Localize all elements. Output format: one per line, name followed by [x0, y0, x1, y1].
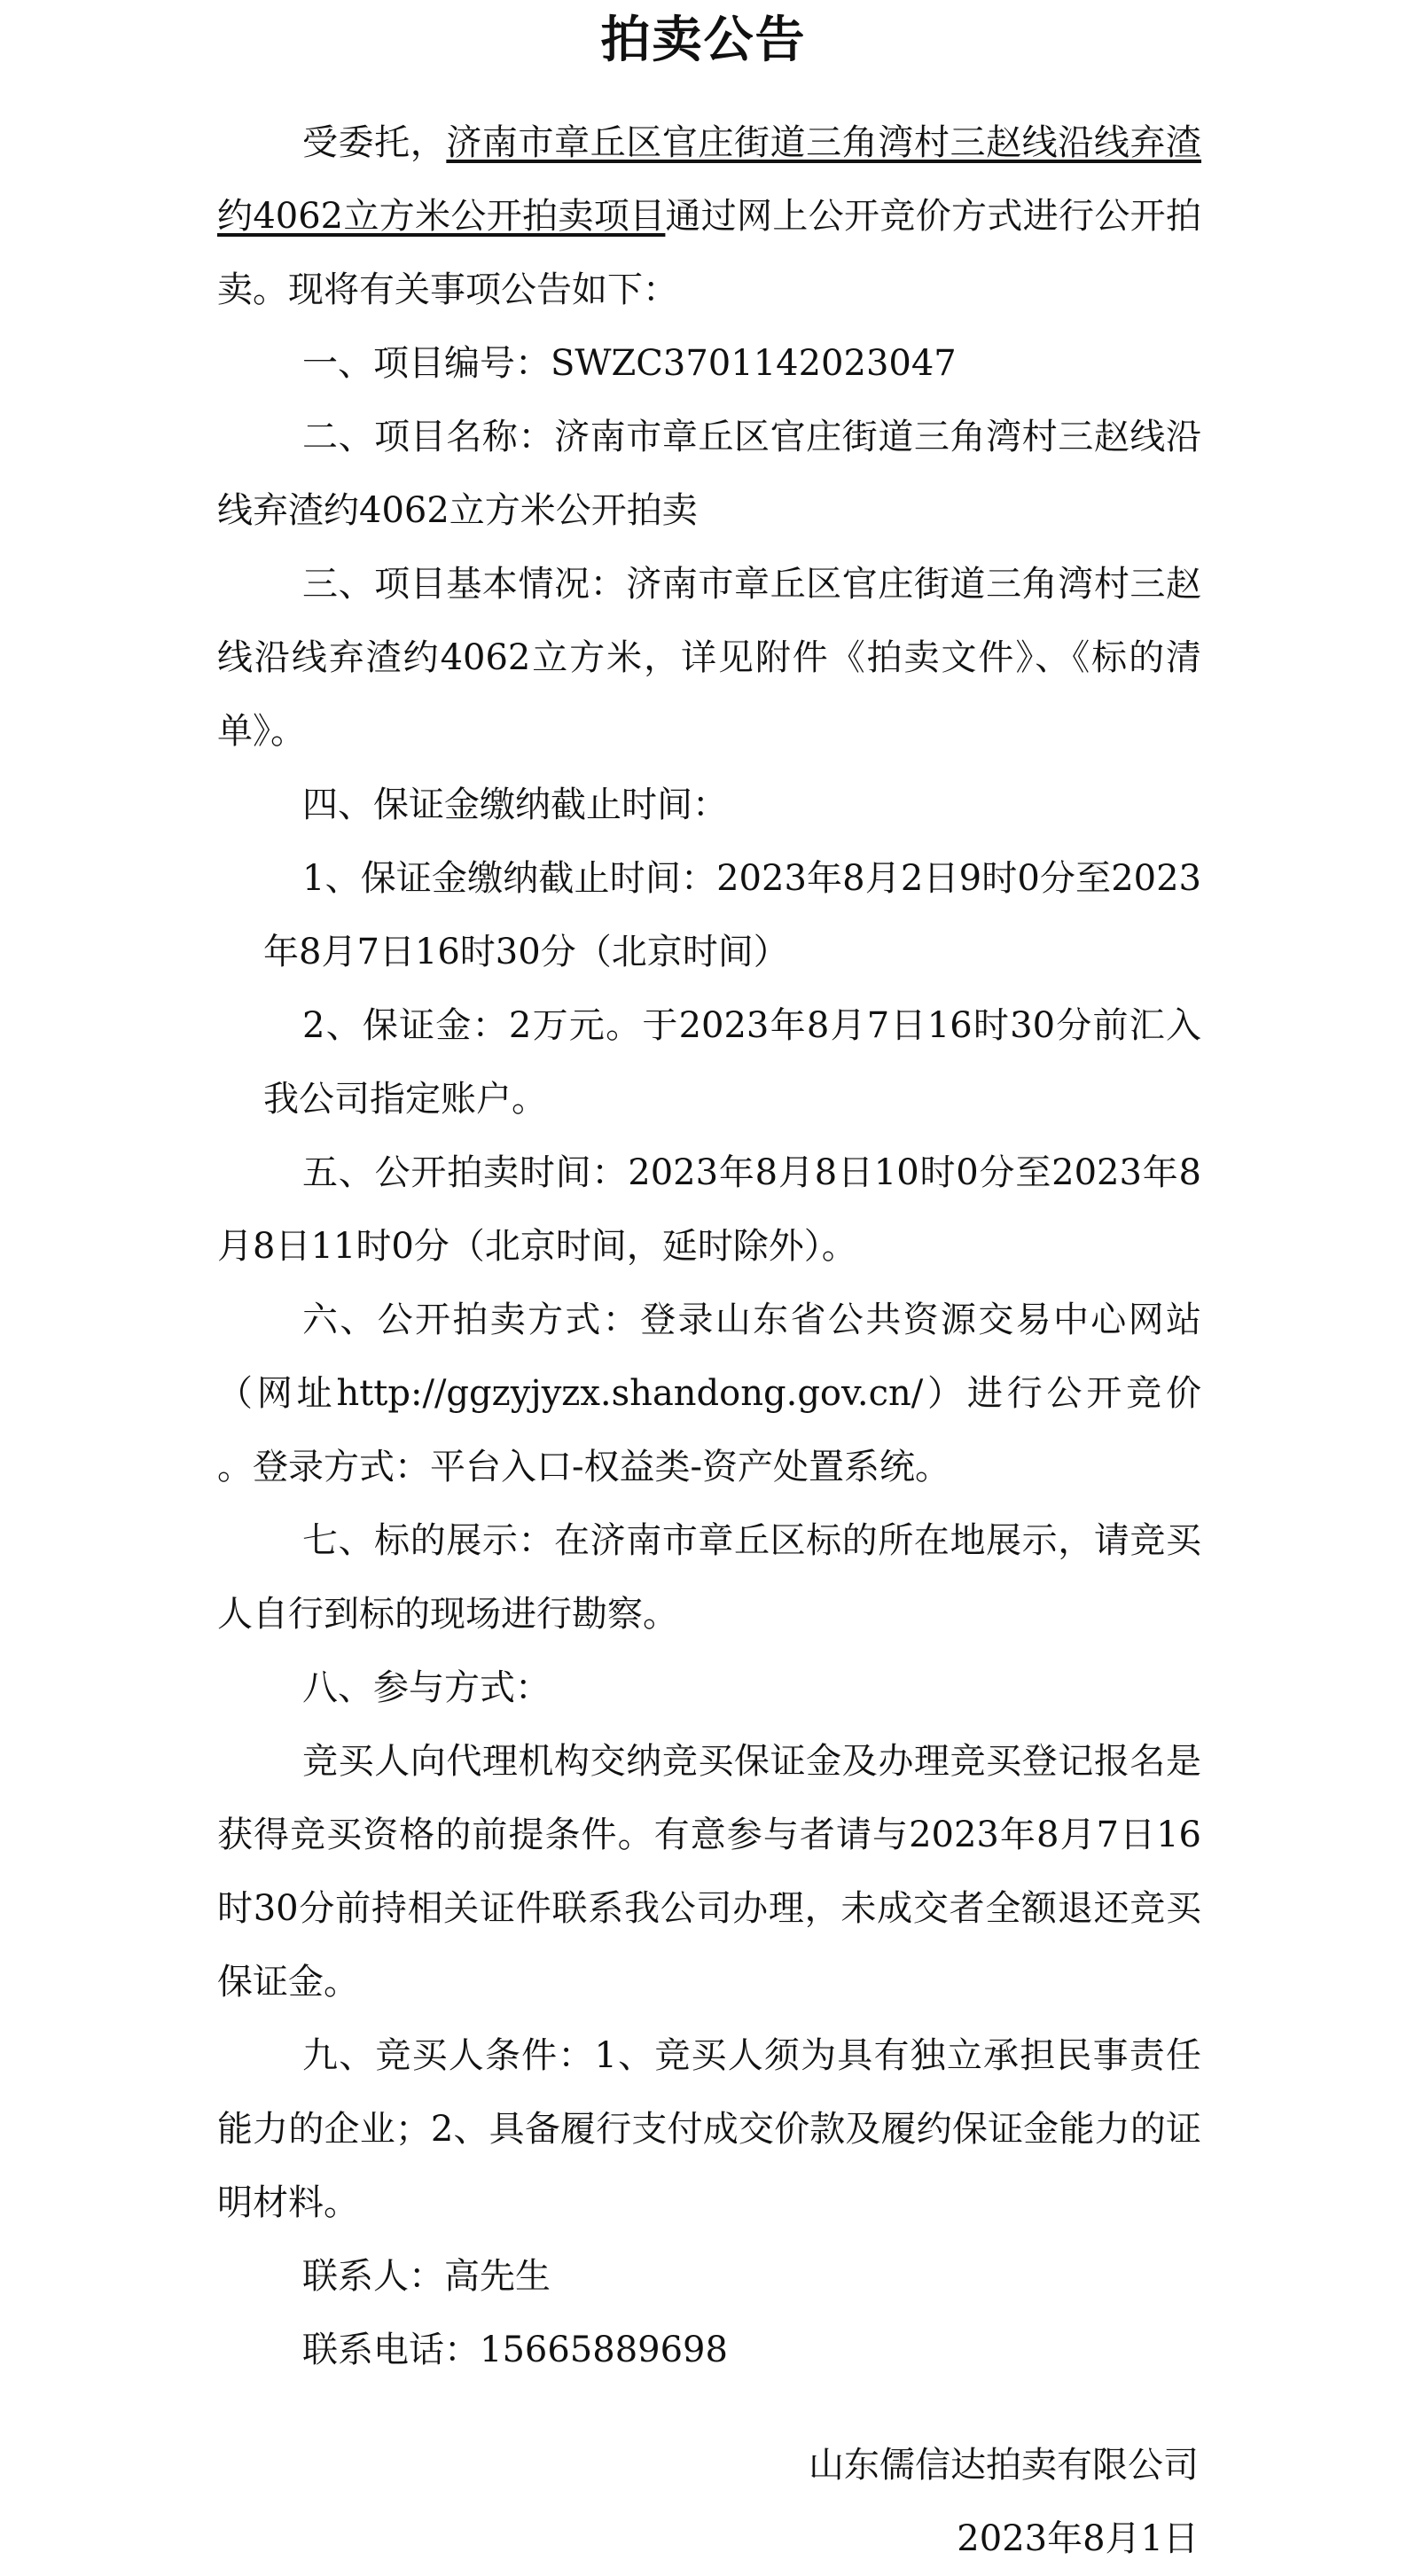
- item-participation: 竞买人向代理机构交纳竞买保证金及办理竞买登记报名是获得竞买资格的前提条件。有意参与者请与2023年8月7日16时30分前持相关证件联系我公司办理，未成交者全额退还竞买保证金。: [217, 1741, 1201, 2002]
- page-title: 拍卖公告: [600, 12, 807, 69]
- intro-paragraph: [217, 106, 1201, 327]
- item-deposit-amount: 2、保证金：2万元。于2023年8月7日16时30分前汇入我公司指定账户。: [263, 1005, 1201, 1120]
- item-project-name: 二、项目名称：济南市章丘区官庄街道三角湾村三赵线沿线弃渣约4062立方米公开拍卖: [217, 417, 1201, 531]
- item-auction-method: 六、公开拍卖方式：登录山东省公共资源交易中心网站（网址http://ggzyjyzx.shandong.gov.cn/）进行公开竞价 。登录方式：平台入口-权益类-资产处置系统。: [217, 1300, 1201, 1487]
- contact-person: 联系人：高先生: [302, 2256, 551, 2297]
- signature-company: 山东儒信达拍卖有限公司: [809, 2445, 1199, 2486]
- announcement-body: [217, 106, 1201, 2387]
- intro-prefix: 受委托，: [302, 122, 447, 163]
- signature-date: 2023年8月1日: [957, 2518, 1199, 2559]
- item-deposit-deadline: 1、保证金缴纳截止时间：2023年8月2日9时0分至2023年8月7日16时30分（北京时间）: [263, 858, 1201, 972]
- item-bidder-conditions: 九、竞买人条件：1、竞买人须为具有独立承担民事责任能力的企业；2、具备履行支付成交价款及履约保证金能力的证明材料。: [217, 2035, 1201, 2223]
- item-display: 七、标的展示：在济南市章丘区标的所在地展示，请竞买人自行到标的现场进行勘察。: [217, 1520, 1201, 1635]
- item-participation-heading: 八、参与方式：: [302, 1667, 551, 1708]
- item-auction-time: 五、公开拍卖时间：2023年8月8日10时0分至2023年8月8日11时0分（北京时间，延时除外）。: [217, 1152, 1201, 1267]
- contact-phone: 联系电话：15665889698: [302, 2330, 728, 2370]
- intro-project-name: 济南市章丘区官庄街道三角湾村三赵线沿线弃渣约4062立方米公开拍卖项目: [217, 122, 1202, 237]
- item-deposit-heading: 四、保证金缴纳截止时间：: [302, 785, 728, 825]
- item-basic-info: 三、项目基本情况：济南市章丘区官庄街道三角湾村三赵线沿线弃渣约4062立方米，详见附件《拍卖文件》、《标的清单》。: [217, 564, 1201, 752]
- item-project-code: 一、项目编号：SWZC3701142023047: [302, 343, 957, 384]
- intro-suffix: 通过网上公开竞价方式进行公开拍卖。现将有关事项公告如下：: [217, 196, 1201, 310]
